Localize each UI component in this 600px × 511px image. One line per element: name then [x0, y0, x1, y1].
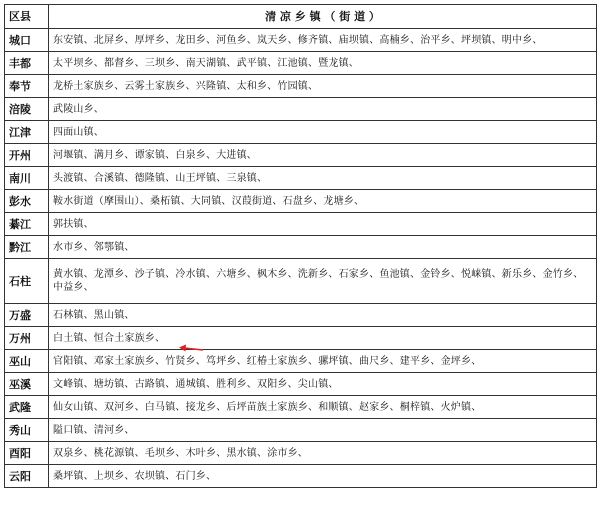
table-row	[5, 465, 597, 488]
county-cell: 武隆	[5, 396, 49, 419]
arrow-head	[179, 345, 186, 352]
header-county: 区县	[5, 5, 49, 29]
county-cell: 酉阳	[5, 442, 49, 465]
table-row	[5, 419, 597, 442]
header-towns: 清 凉 乡 镇 （ 街 道 ）	[49, 5, 597, 29]
table-row	[5, 350, 597, 373]
table-row	[5, 167, 597, 190]
county-cell: 秀山	[5, 419, 49, 442]
towns-cell: 武陵山乡、	[49, 98, 597, 121]
table-row	[5, 373, 597, 396]
table-row	[5, 236, 597, 259]
county-cell: 綦江	[5, 213, 49, 236]
towns-cell: 仙女山镇、双河乡、白马镇、接龙乡、后坪苗族土家族乡、和顺镇、赵家乡、桐梓镇、火炉镇、	[49, 396, 597, 419]
towns-cell: 东安镇、北屏乡、厚坪乡、龙田乡、河鱼乡、岚天乡、修齐镇、庙坝镇、高楠乡、治平乡、坪坝镇、明中乡、	[49, 29, 597, 52]
county-cell: 江津	[5, 121, 49, 144]
towns-cell: 水市乡、邻鄂镇、	[49, 236, 597, 259]
table-header-row	[5, 5, 597, 29]
table-row	[5, 259, 597, 304]
table-row	[5, 75, 597, 98]
towns-cell: 双泉乡、桃花源镇、毛坝乡、木叶乡、黑水镇、涂市乡、	[49, 442, 597, 465]
red-arrow-icon	[178, 344, 204, 354]
county-cell: 城口	[5, 29, 49, 52]
towns-cell: 桑坪镇、上坝乡、农坝镇、石门乡、	[49, 465, 597, 488]
county-cell: 万州	[5, 327, 49, 350]
table-row	[5, 98, 597, 121]
table-row	[5, 327, 597, 350]
table-row	[5, 144, 597, 167]
county-cell: 黔江	[5, 236, 49, 259]
towns-cell: 河堰镇、满月乡、谭家镇、白泉乡、大进镇、	[49, 144, 597, 167]
table-row	[5, 213, 597, 236]
cooling-towns-table	[4, 4, 597, 488]
towns-cell: 官阳镇、邓家土家族乡、竹贤乡、笃坪乡、红椿土家族乡、骡坪镇、曲尺乡、建平乡、金坪乡、	[49, 350, 597, 373]
towns-cell: 头渡镇、合溪镇、德隆镇、山王坪镇、三泉镇、	[49, 167, 597, 190]
county-cell: 开州	[5, 144, 49, 167]
towns-cell: 石林镇、黑山镇、	[49, 304, 597, 327]
towns-cell: 四面山镇、	[49, 121, 597, 144]
table-row	[5, 304, 597, 327]
towns-cell: 文峰镇、塘坊镇、古路镇、通城镇、胜利乡、双阳乡、尖山镇、	[49, 373, 597, 396]
county-cell: 南川	[5, 167, 49, 190]
arrow-shaft	[184, 348, 203, 350]
towns-cell: 白土镇、恒合土家族乡、	[49, 327, 597, 350]
table-row	[5, 190, 597, 213]
towns-cell: 鞍水街道（摩围山）、桑柘镇、大同镇、汉葭街道、石盘乡、龙塘乡、	[49, 190, 597, 213]
towns-cell: 黄水镇、龙潭乡、沙子镇、冷水镇、六塘乡、枫木乡、洗新乡、石家乡、鱼池镇、金铃乡、悦崃镇、新乐乡、金竹乡、中益乡、	[49, 259, 597, 304]
county-cell: 奉节	[5, 75, 49, 98]
table-row	[5, 121, 597, 144]
towns-cell: 郭扶镇、	[49, 213, 597, 236]
towns-cell: 隘口镇、清河乡、	[49, 419, 597, 442]
county-cell: 万盛	[5, 304, 49, 327]
table-row	[5, 442, 597, 465]
towns-cell: 龙桥土家族乡、云雾土家族乡、兴隆镇、太和乡、竹园镇、	[49, 75, 597, 98]
county-cell: 涪陵	[5, 98, 49, 121]
towns-cell: 太平坝乡、都督乡、三坝乡、南天湖镇、武平镇、江池镇、暨龙镇、	[49, 52, 597, 75]
county-cell: 石柱	[5, 259, 49, 304]
county-cell: 丰都	[5, 52, 49, 75]
county-cell: 彭水	[5, 190, 49, 213]
table-row	[5, 29, 597, 52]
county-cell: 巫溪	[5, 373, 49, 396]
table-row	[5, 52, 597, 75]
county-cell: 巫山	[5, 350, 49, 373]
table-row	[5, 396, 597, 419]
county-cell: 云阳	[5, 465, 49, 488]
